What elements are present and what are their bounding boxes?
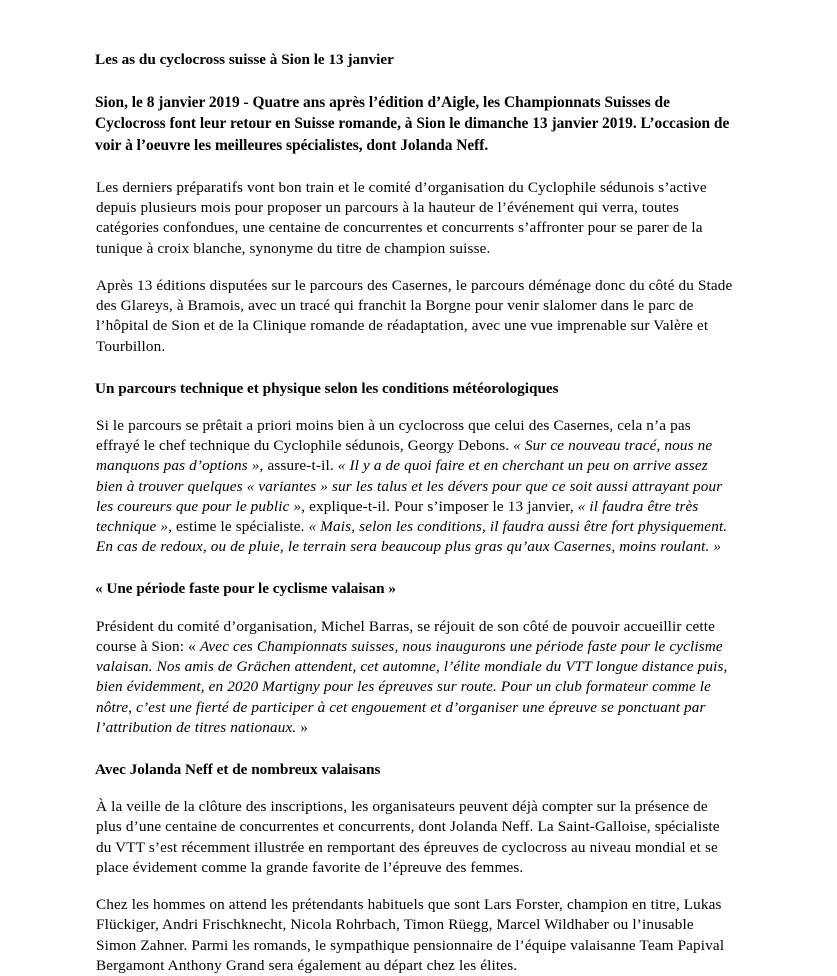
spacer: [95, 557, 737, 579]
spacer: [95, 399, 737, 416]
spacer: [95, 780, 737, 797]
document-title: Les as du cyclocross suisse à Sion le 13 janvier: [95, 51, 394, 68]
text-run: , assure-t-il.: [259, 457, 338, 475]
section-heading-parcours-technique: Un parcours technique et physique selon les conditions météorologiques: [95, 379, 559, 397]
text-run: , explique-t-il. Pour s’imposer le 13 janvier,: [301, 497, 578, 515]
text-run: Président du comité d’organisation, Michel Barras, se réjouit de son côté de pouvoir accueillir cette course à Sion: «: [96, 617, 716, 655]
document-lead: Sion, le 8 janvier 2019 - Quatre ans après l’édition d’Aigle, les Championnats Suisses de Cyclocross font leur retour en Suisse romande, à Sion le dimanche 13 janvier 2019. L’occasion de voir à l’oeuvre les meilleures spécialistes, dont Jolanda Neff.: [95, 94, 730, 154]
spacer: [95, 878, 737, 895]
spacer: [95, 600, 737, 617]
section-heading-jolanda-neff: Avec Jolanda Neff et de nombreux valaisans: [95, 761, 381, 778]
paragraph-barras: [96, 617, 737, 738]
quote-run: Avec ces Championnats suisses, nous inaugurons une période faste pour le cyclisme valaisan. Nos amis de Grächen attendent, cet automne, l’élite mondiale du VTT longue distance puis, bien évidemment, en 2020 Martigny pour les épreuves sur route. Pour un club formateur comme le nôtre, c’est une fierté de participer à cet engouement et d’organiser une épreuve se ponctuant par l’attribution de titres nationaux.: [96, 637, 728, 736]
text-run: Si le parcours se prêtait a priori moins bien à un cyclocross que celui des Casernes, cela n’a pas effrayé le chef technique du Cyclophile sédunois, Georgy Debons.: [96, 416, 691, 455]
text-run: »: [296, 718, 309, 736]
spacer: [95, 357, 737, 379]
document-body: [95, 50, 737, 976]
paragraph-debons: [96, 416, 737, 558]
paragraph-parcours: Après 13 éditions disputées sur le parcours des Casernes, le parcours déménage donc du côté du Stade des Glareys, à Bramois, avec un tracé qui franchit la Borgne pour venir slalomer dans le parc de l’hôpital de Sion et de la Clinique romande de réadaptation, avec une vue imprenable sur Valère et Tourbillon.: [96, 276, 733, 355]
quote-run: « Il y a de quoi faire et en cherchant un peu on arrive assez bien à trouver quelques « variantes » sur les talus et les dévers pour que ce soit aussi attrayant pour les coureurs que pour le public »: [96, 457, 723, 515]
paragraph-preparatifs: Les derniers préparatifs vont bon train et le comité d’organisation du Cyclophile sédunois s’active depuis plusieurs mois pour proposer un parcours à la hauteur de l’événement qui verra, toutes catégories confondues, une centaine de concurrentes et concurrents s’affronter pour se parer de la tunique à croix blanche, synonyme du titre de champion suisse.: [96, 178, 707, 257]
text-run: , estime le spécialiste.: [168, 518, 309, 536]
paragraph-inscriptions: À la veille de la clôture des inscriptions, les organisateurs peuvent déjà compter sur la présence de plus d’une centaine de concurrentes et concurrents, dont Jolanda Neff. La Saint-Galloise, spécialiste du VTT s’est récemment illustrée en remportant des épreuves de cyclocross au niveau mondial et se place évidement comme la grande favorite de l’épreuve des femmes.: [96, 798, 720, 876]
spacer: [95, 738, 737, 760]
quote-run: « Mais, selon les conditions, il faudra aussi être fort physiquement. En cas de redoux, ou de pluie, le terrain sera beaucoup plus gras qu’aux Casernes, moins roulant. »: [96, 518, 728, 556]
spacer: [95, 259, 737, 276]
quote-run: « Sur ce nouveau tracé, nous ne manquons pas d’options »: [96, 437, 713, 475]
spacer: [95, 156, 737, 178]
spacer: [95, 70, 737, 92]
quote-run: « il faudra être très technique »: [96, 497, 699, 536]
paragraph-hommes: Chez les hommes on attend les prétendants habituels que sont Lars Forster, champion en titre, Lukas Flückiger, Andri Frischknecht, Nicola Rohrbach, Timon Rüegg, Marcel Wildhaber ou l’inusable Simon Zahner. Parmi les romands, le sympathique pensionnaire de l’équipe valaisanne Team Papival Bergamont Anthony Grand sera également au départ chez les élites.: [96, 896, 725, 974]
section-heading-periode-faste: « Une période faste pour le cyclisme valaisan »: [95, 580, 396, 598]
